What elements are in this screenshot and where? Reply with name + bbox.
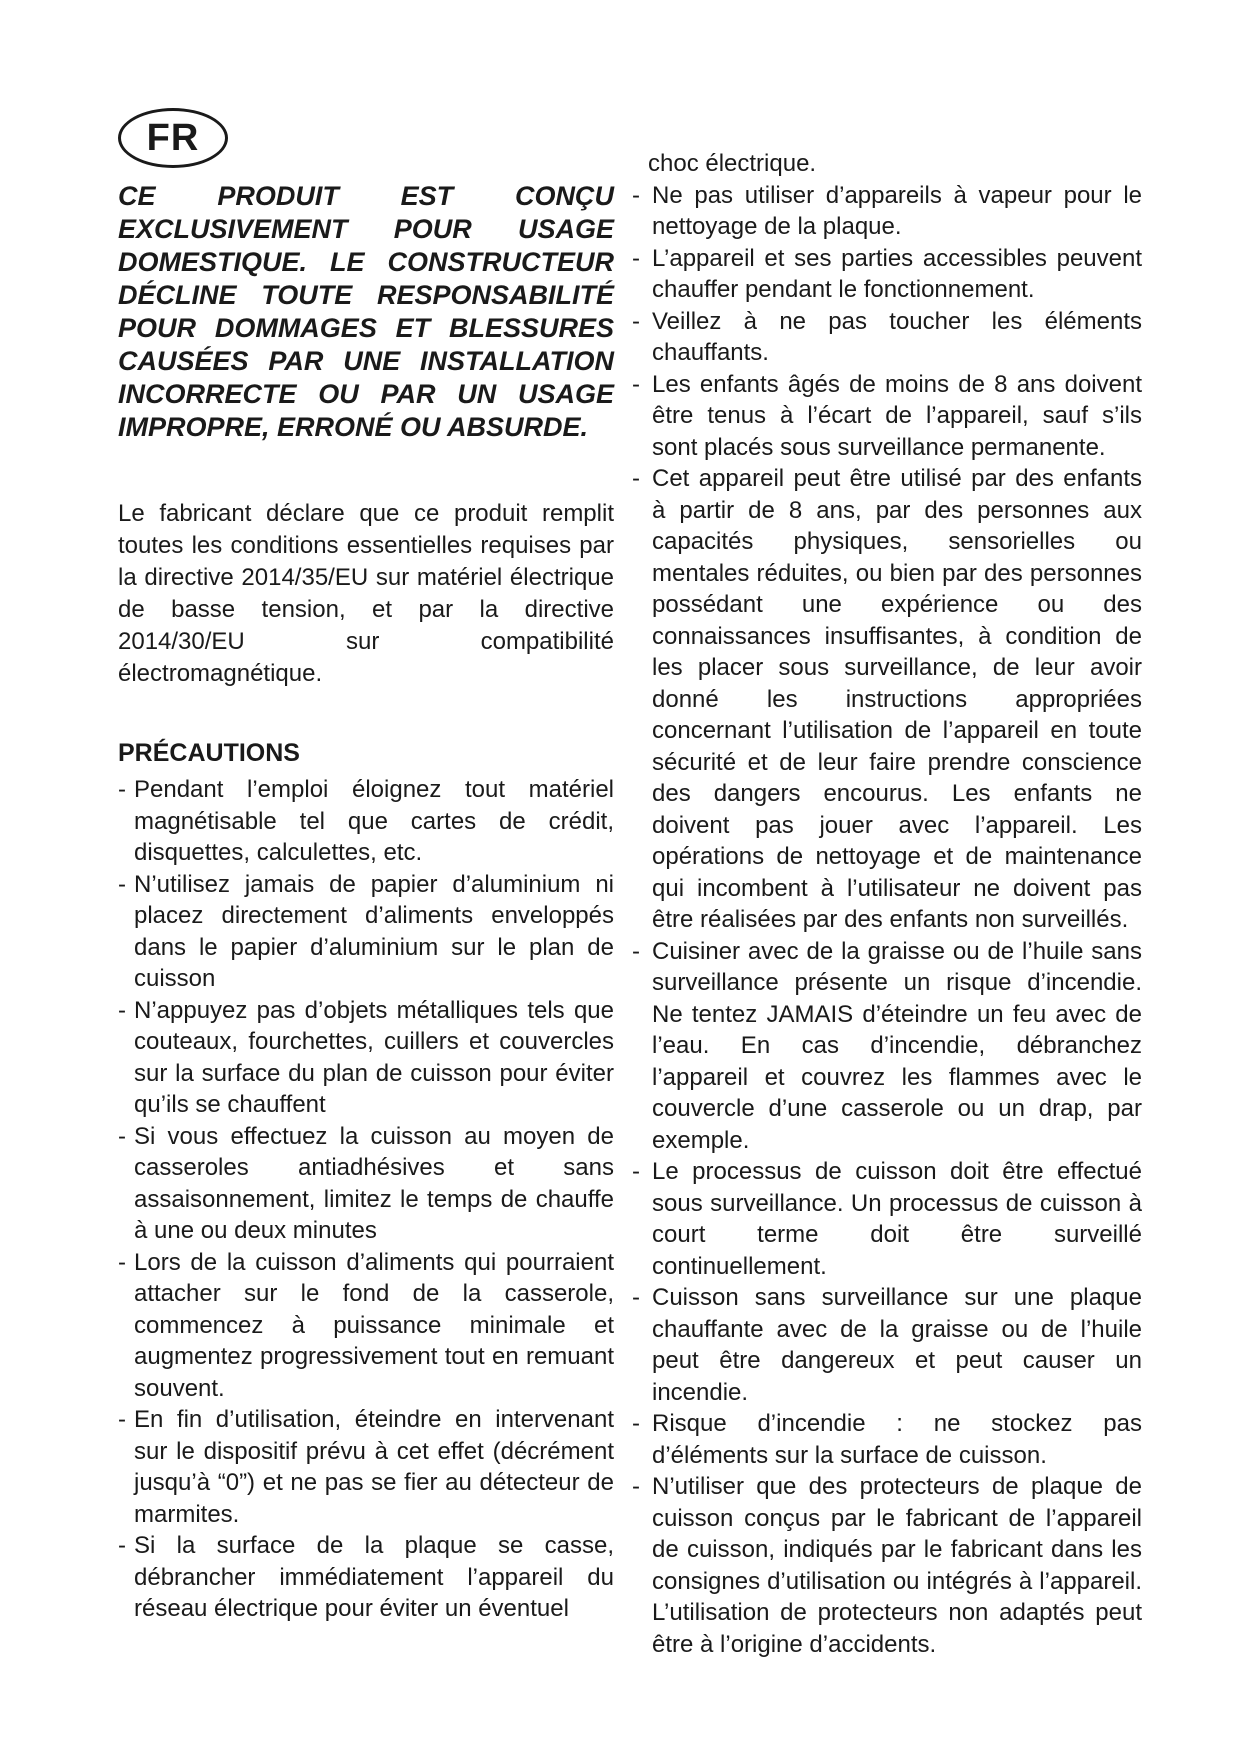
list-item: - Cuisiner avec de la graisse ou de l’huile sans surveillance présente un risque d’incendie. Ne tentez JAMAIS d’éteindre un feu avec de l’eau. En cas d’incendie, débranchez l’appareil et couvrez les flammes avec le couvercle d’une casserole ou un drap, par exemple. — [632, 937, 1142, 1154]
dash: - — [632, 1473, 640, 1500]
list-item: - L’appareil et ses parties accessibles peuvent chauffer pendant le fonctionnement. — [632, 244, 1142, 303]
list-item: - Cet appareil peut être utilisé par des enfants à partir de 8 ans, par des personnes aux capacités physiques, sensorielles ou mentales réduites, ou bien par des personnes possédant une expérience ou des connaissances insuffisantes, à condition de les placer sous surveillance, de leur avoir donné les instructions appropriées concernant l’utilisation de l’appareil en toute sécurité et de leur faire prendre conscience des dangers encourus. Les enfants ne doivent pas jouer avec l’appareil. Les opérations de nettoyage et de maintenance qui incombent à l’utilisateur ne doivent pas être réalisées par des enfants non surveillés. — [632, 465, 1142, 933]
list-item: - Lors de la cuisson d’aliments qui pourraient attacher sur le fond de la casserole, commencez à puissance minimale et augmentez progressivement tout en remuant souvent. — [118, 1248, 614, 1402]
list-item: - Si vous effectuez la cuisson au moyen de casseroles antiadhésives et sans assaisonnement, limitez le temps de chauffe à une ou deux minutes — [118, 1122, 614, 1244]
dash: - — [632, 1410, 640, 1437]
list-item: - Les enfants âgés de moins de 8 ans doivent être tenus à l’écart de l’appareil, sauf s’ils sont placés sous surveillance permanente. — [632, 370, 1142, 461]
precautions-list-left — [118, 774, 614, 1625]
list-item: - Veillez à ne pas toucher les éléments chauffants. — [632, 307, 1142, 366]
dash: - — [118, 870, 126, 898]
precautions-list-right — [632, 180, 1142, 1661]
conformity-statement: Le fabricant déclare que ce produit remplit toutes les conditions essentielles requises par la directive 2014/35/EU sur matériel électrique de basse tension, et par la directive 2014/30/EU sur compatibilité électromagnétique. — [118, 500, 614, 687]
dash: - — [632, 370, 640, 398]
dash: - — [632, 1158, 640, 1185]
language-badge — [118, 108, 228, 168]
dash: - — [632, 307, 640, 335]
right-column — [632, 148, 1142, 1660]
precautions-heading: PRÉCAUTIONS — [118, 739, 300, 767]
list-item: - N’appuyez pas d’objets métalliques tels que couteaux, fourchettes, cuillers et couvercles sur la surface du plan de cuisson pour éviter qu’ils se chauffent — [118, 996, 614, 1118]
dash: - — [118, 776, 126, 803]
list-item: - Si la surface de la plaque se casse, débrancher immédiatement l’appareil du réseau électrique pour éviter un éventuel — [118, 1532, 614, 1622]
list-item: - Pendant l’emploi éloignez tout matériel magnétisable tel que cartes de crédit, disquettes, calculettes, etc. — [118, 776, 614, 866]
language-code: FR — [146, 116, 200, 159]
dash: - — [632, 465, 640, 492]
left-column — [118, 180, 614, 1625]
dash: - — [118, 1532, 126, 1559]
list-item: - N’utiliser que des protecteurs de plaque de cuisson conçus par le fabricant de l’appareil de cuisson, indiqués par le fabricant dans les consignes d’utilisation ou intégrés à l’appareil. L’utilisation de protecteurs non adaptés peut être à l’origine d’accidents. — [632, 1473, 1142, 1658]
dash: - — [632, 244, 640, 272]
dash: - — [118, 996, 126, 1024]
list-item: - En fin d’utilisation, éteindre en intervenant sur le dispositif prévu à cet effet (décrément jusqu’à “0”) et ne pas se fier au détecteur de marmites. — [118, 1406, 614, 1528]
dash: - — [118, 1406, 126, 1433]
list-item: - Cuisson sans surveillance sur une plaque chauffante avec de la graisse ou de l’huile peut être dangereux et peut causer un incendie. — [632, 1284, 1142, 1406]
dash: - — [632, 937, 640, 965]
list-item: - Ne pas utiliser d’appareils à vapeur pour le nettoyage de la plaque. — [632, 181, 1142, 240]
list-item: - Le processus de cuisson doit être effectué sous surveillance. Un processus de cuisson à court terme doit être surveillé continuellement. — [632, 1158, 1142, 1280]
dash: - — [632, 181, 640, 209]
dash: - — [118, 1122, 126, 1150]
list-item: - N’utilisez jamais de papier d’aluminium ni placez directement d’aliments enveloppés dans le papier d’aluminium sur le plan de cuisson — [118, 870, 614, 992]
list-item: - Risque d’incendie : ne stockez pas d’éléments sur la surface de cuisson. — [632, 1410, 1142, 1469]
dash: - — [118, 1248, 126, 1276]
domestic-use-warning: CE PRODUIT EST CONÇU EXCLUSIVEMENT POUR USAGE DOMESTIQUE. LE CONSTRUCTEUR DÉCLINE TOUTE RESPONSABILITÉ POUR DOMMAGES ET BLESSURES CAUSÉES PAR UNE INSTALLATION INCORRECTE OU PAR UN USAGE IMPROPRE, ERRONÉ OU ABSURDE. — [118, 181, 614, 442]
dash: - — [632, 1284, 640, 1311]
continued-text: choc électrique. — [648, 150, 817, 177]
